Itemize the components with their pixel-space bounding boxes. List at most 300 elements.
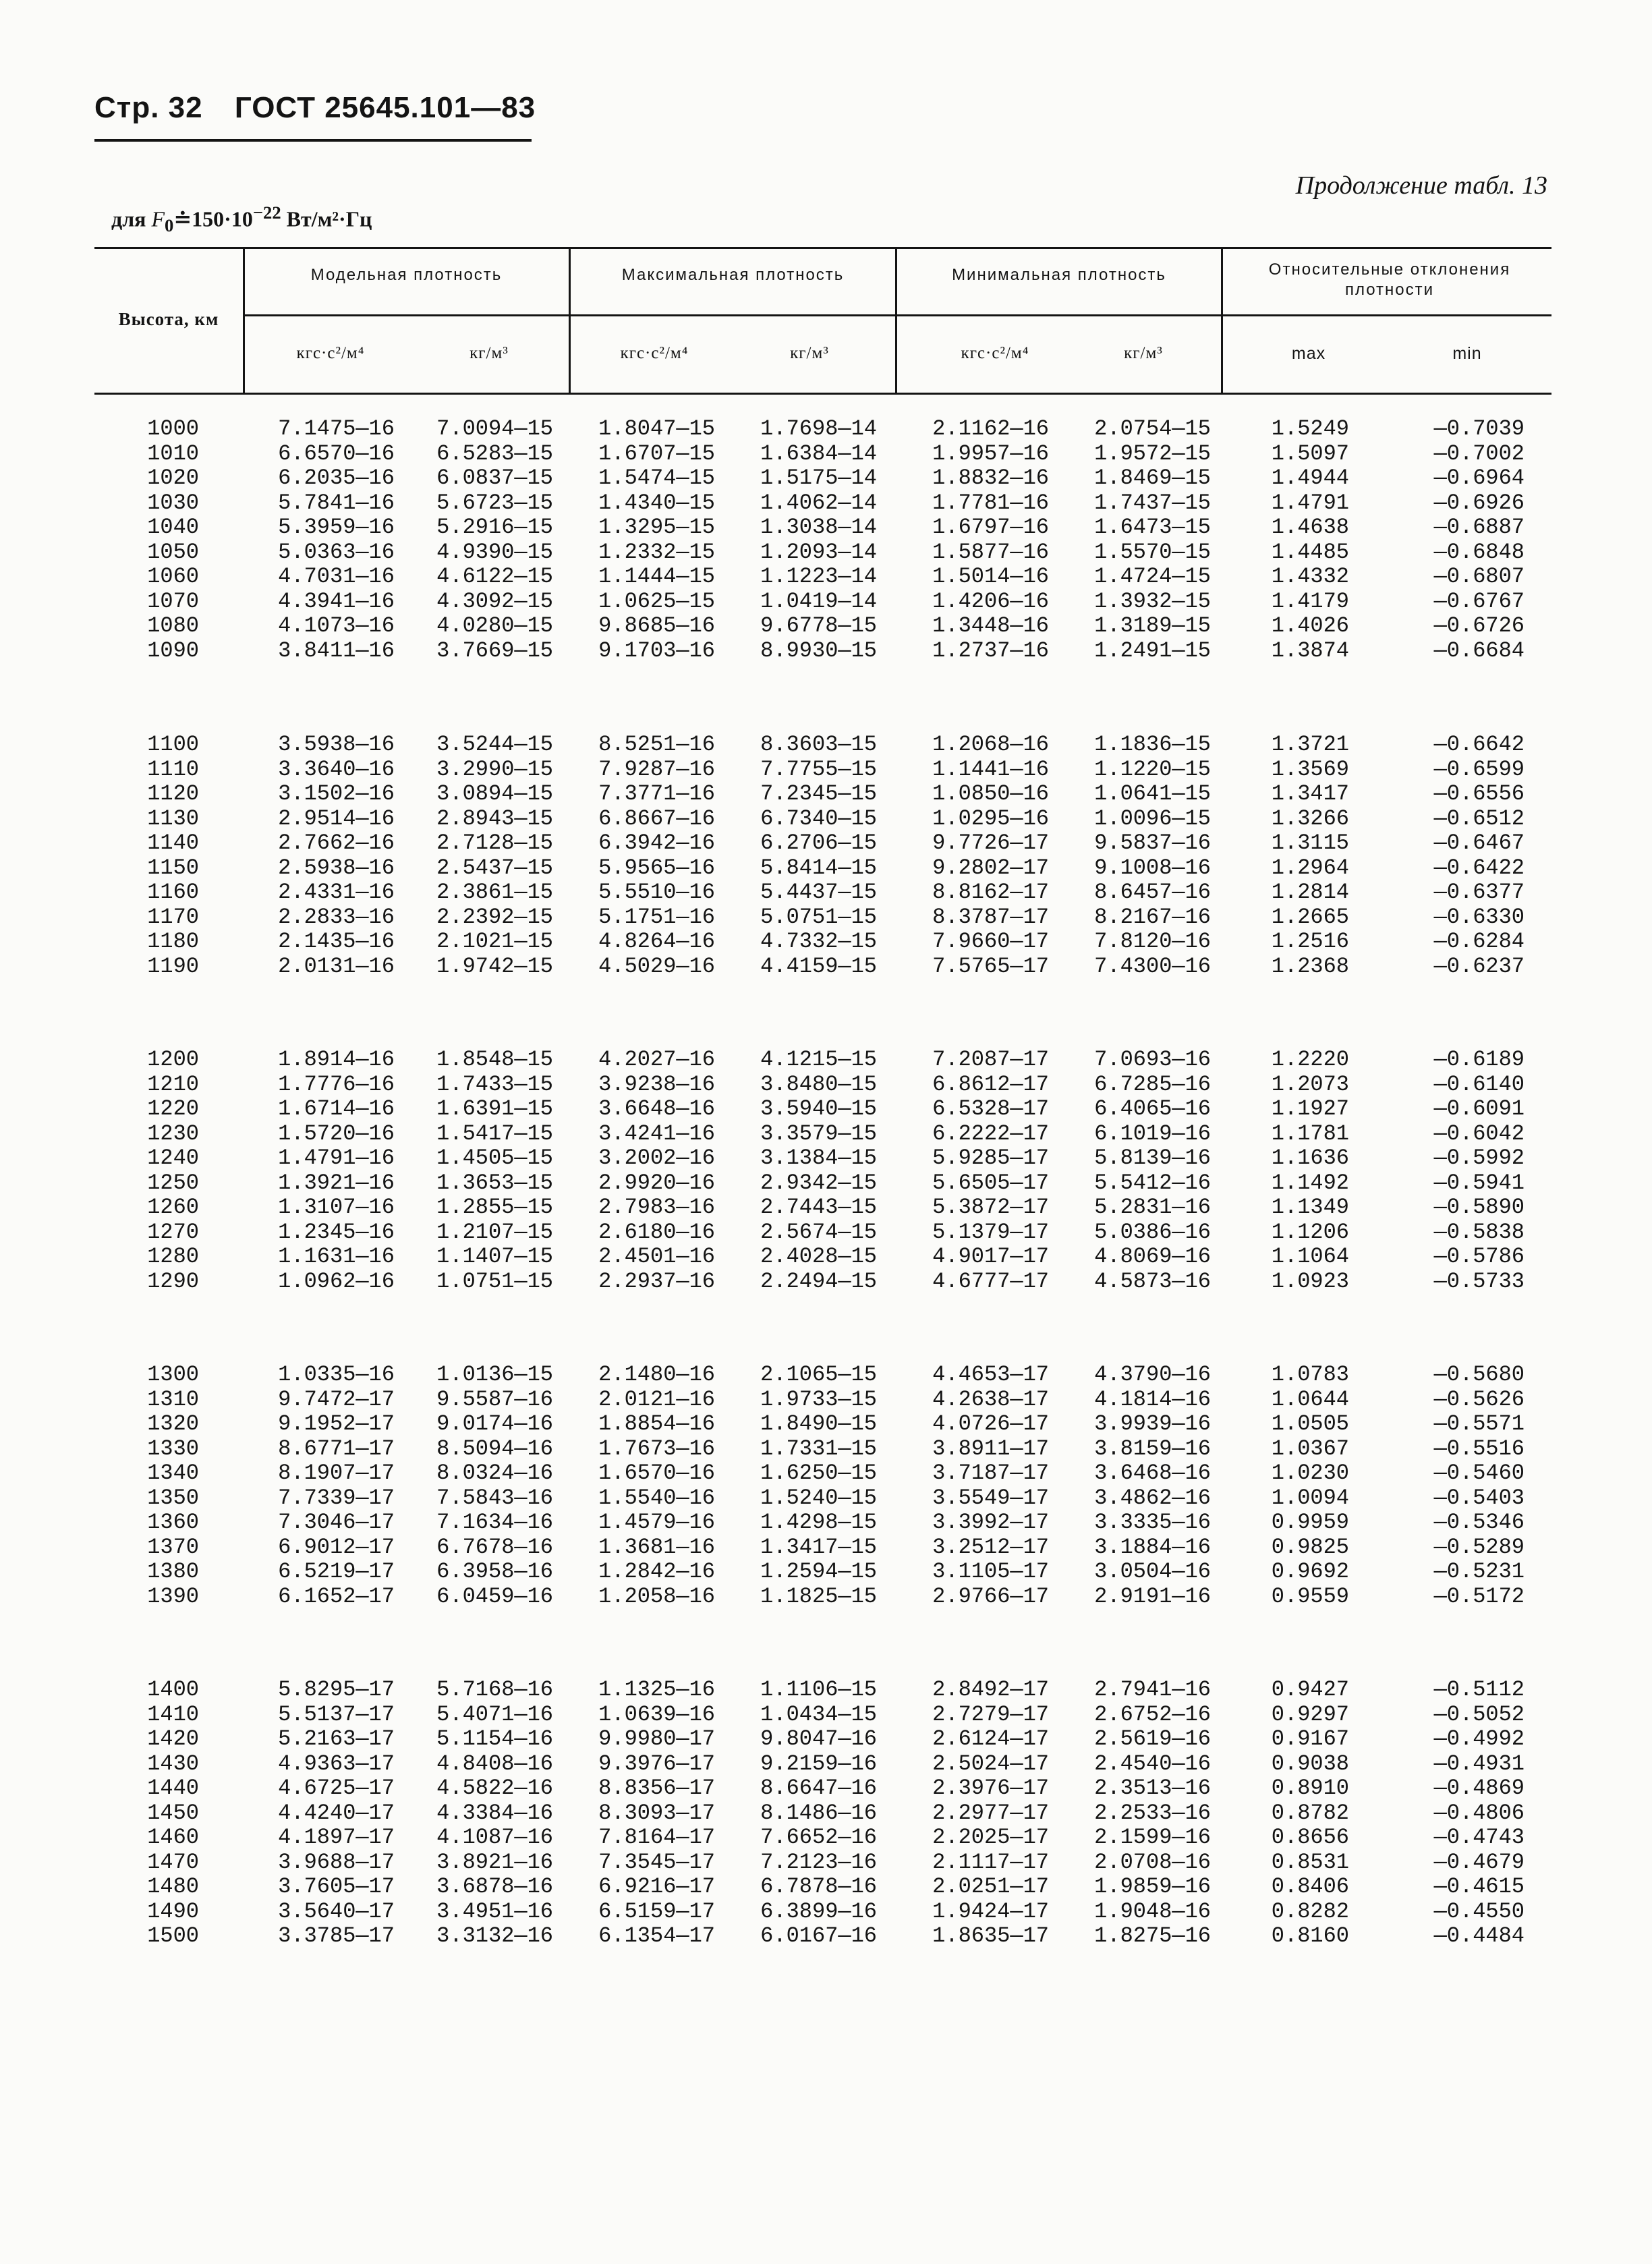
max-kg-cell: 1.9733—15 (760, 1386, 877, 1412)
height-cell: 1430 (147, 1751, 199, 1776)
model-kg-cell: 1.8548—15 (436, 1047, 553, 1072)
rel-min-cell: —0.6767 (1433, 588, 1525, 614)
max-kgs-cell: 9.1703—16 (598, 638, 715, 663)
rel-min-cell: —0.6964 (1433, 465, 1525, 490)
model-kgs-cell: 3.9688—17 (278, 1849, 395, 1875)
max-kgs-cell: 1.7673—16 (598, 1436, 715, 1461)
min-kg-cell: 8.2167—16 (1094, 904, 1211, 930)
max-kg-cell: 7.2123—16 (760, 1849, 877, 1875)
height-cell: 1310 (147, 1386, 199, 1412)
min-kgs-cell: 2.2025—17 (932, 1825, 1049, 1850)
min-kg-cell: 6.4065—16 (1094, 1096, 1211, 1121)
max-kgs-cell: 1.0639—16 (598, 1701, 715, 1727)
model-kgs-cell: 1.8914—16 (278, 1047, 395, 1072)
rel-max-cell: 0.9559 (1271, 1583, 1349, 1609)
min-kg-cell: 5.0386—16 (1094, 1219, 1211, 1245)
height-cell: 1060 (147, 564, 199, 589)
rel-max-cell: 1.1206 (1271, 1219, 1349, 1245)
table-subheader-rule (244, 314, 1551, 316)
min-kgs-cell: 4.0726—17 (932, 1411, 1049, 1436)
rel-max-cell: 0.8282 (1271, 1898, 1349, 1924)
min-kg-cell: 1.9572—15 (1094, 441, 1211, 466)
min-kg-cell: 5.5412—16 (1094, 1170, 1211, 1195)
rel-max-cell: 0.9038 (1271, 1751, 1349, 1776)
max-kgs-cell: 3.4241—16 (598, 1121, 715, 1146)
model-kg-cell: 5.2916—15 (436, 515, 553, 540)
max-kg-cell: 7.2345—15 (760, 781, 877, 806)
rel-min-column (1403, 1048, 1525, 1294)
condition-value: ≐150·10 (173, 206, 253, 231)
min-kg-cell: 2.7941—16 (1094, 1677, 1211, 1702)
min-kgs-cell: 4.6777—17 (932, 1268, 1049, 1294)
rel-min-cell: —0.5786 (1433, 1244, 1525, 1269)
min-kg-cell: 3.4862—16 (1094, 1485, 1211, 1510)
max-kgs-cell: 7.8164—17 (598, 1825, 715, 1850)
min-kg-cell: 1.0096—15 (1094, 805, 1211, 831)
rel-max-cell: 1.1349 (1271, 1195, 1349, 1220)
rel-max-cell: 1.1927 (1271, 1096, 1349, 1121)
model-kg-cell: 3.7669—15 (436, 638, 553, 663)
unit-header-rel-max: max (1291, 344, 1326, 363)
min-kgs-cell: 2.0251—17 (932, 1874, 1049, 1899)
model-kgs-column (250, 417, 395, 663)
min-kg-cell: 5.8139—16 (1094, 1145, 1211, 1170)
rel-min-cell: —0.5460 (1433, 1461, 1525, 1485)
min-kgs-cell: 1.0295—16 (932, 805, 1049, 831)
rel-max-cell: 1.0644 (1271, 1386, 1349, 1412)
rel-min-cell: —0.7039 (1433, 416, 1525, 441)
height-cell: 1450 (147, 1800, 199, 1826)
rel-max-cell: 0.8406 (1271, 1874, 1349, 1899)
rel-max-cell: 1.2073 (1271, 1071, 1349, 1097)
height-cell: 1230 (147, 1121, 199, 1146)
max-kgs-cell: 1.4340—15 (598, 490, 715, 515)
max-kgs-cell: 1.2332—15 (598, 539, 715, 565)
model-kgs-cell: 5.5137—17 (278, 1701, 395, 1727)
rel-min-cell: —0.6556 (1433, 781, 1525, 806)
condition-variable: F (151, 206, 165, 231)
max-kgs-cell: 1.5474—15 (598, 465, 715, 490)
model-kg-cell: 6.0837—15 (436, 465, 553, 490)
rel-min-cell: —0.5626 (1433, 1386, 1525, 1412)
rel-min-cell: —0.6140 (1433, 1071, 1525, 1097)
rel-max-column (1255, 1363, 1349, 1609)
min-kgs-cell: 5.6505—17 (932, 1170, 1049, 1195)
model-kg-cell: 8.0324—16 (436, 1461, 553, 1485)
model-kg-cell: 3.0894—15 (436, 781, 553, 806)
rel-min-cell: —0.5890 (1433, 1195, 1525, 1220)
rel-max-cell: 0.9167 (1271, 1726, 1349, 1751)
height-cell: 1220 (147, 1096, 199, 1121)
rel-max-cell: 1.0367 (1271, 1436, 1349, 1461)
rel-max-cell: 1.5097 (1271, 441, 1349, 466)
max-kg-cell: 1.7698—14 (760, 416, 877, 441)
model-kg-cell: 1.1407—15 (436, 1244, 553, 1269)
model-kg-cell: 6.3958—16 (436, 1559, 553, 1584)
column-header-min-density: Минимальная плотность (952, 266, 1166, 284)
rel-max-cell: 1.0923 (1271, 1268, 1349, 1294)
height-cell: 1240 (147, 1145, 199, 1170)
rel-min-column (1403, 1678, 1525, 1949)
model-kgs-cell: 4.1897—17 (278, 1825, 395, 1850)
height-cell: 1420 (147, 1726, 199, 1751)
min-kgs-cell: 3.2512—17 (932, 1534, 1049, 1560)
max-kgs-cell: 2.9920—16 (598, 1170, 715, 1195)
height-cell: 1170 (147, 904, 199, 930)
model-kg-cell: 7.5843—16 (436, 1485, 553, 1510)
model-kg-cell: 4.1087—16 (436, 1825, 553, 1850)
rel-min-cell: —0.4931 (1433, 1751, 1525, 1776)
min-kg-cell: 1.8275—16 (1094, 1923, 1211, 1948)
max-kgs-cell: 6.5159—17 (598, 1898, 715, 1924)
model-kg-cell: 5.4071—16 (436, 1701, 553, 1727)
max-kgs-cell: 1.2058—16 (598, 1583, 715, 1609)
max-kg-cell: 2.5674—15 (760, 1219, 877, 1245)
height-cell: 1030 (147, 490, 199, 515)
condition-prefix: для (111, 206, 146, 231)
unit-header-max-kg: кг/м³ (790, 344, 829, 362)
min-kg-cell: 1.1836—15 (1094, 732, 1211, 757)
rel-min-cell: —0.6726 (1433, 613, 1525, 638)
height-cell: 1290 (147, 1268, 199, 1294)
model-kg-cell: 4.9390—15 (436, 539, 553, 565)
max-kg-cell: 1.0419—14 (760, 588, 877, 614)
max-kgs-cell: 1.1444—15 (598, 564, 715, 589)
model-kg-cell: 2.1021—15 (436, 929, 553, 954)
max-kgs-cell: 2.1480—16 (598, 1362, 715, 1387)
rel-max-cell: 0.9959 (1271, 1510, 1349, 1535)
rel-min-cell: —0.5992 (1433, 1145, 1525, 1170)
min-kgs-cell: 3.5549—17 (932, 1485, 1049, 1510)
rel-min-cell: —0.6642 (1433, 732, 1525, 757)
height-cell: 1190 (147, 953, 199, 979)
rel-min-cell: —0.6599 (1433, 756, 1525, 782)
rel-min-cell: —0.4679 (1433, 1849, 1525, 1875)
height-cell: 1010 (147, 441, 199, 466)
page-header (94, 91, 559, 125)
rel-min-cell: —0.5052 (1433, 1701, 1525, 1727)
rel-min-cell: —0.4484 (1433, 1923, 1525, 1948)
max-kgs-cell: 1.8047—15 (598, 416, 715, 441)
rel-max-cell: 1.0505 (1271, 1411, 1349, 1436)
max-kg-cell: 4.1215—15 (760, 1047, 877, 1072)
rel-max-cell: 1.4026 (1271, 613, 1349, 638)
max-kgs-cell: 7.9287—16 (598, 756, 715, 782)
max-kgs-cell: 1.1325—16 (598, 1677, 715, 1702)
height-column (108, 417, 199, 663)
model-kg-cell: 2.5437—15 (436, 855, 553, 880)
model-kg-cell: 7.0094—15 (436, 416, 553, 441)
model-kgs-cell: 2.5938—16 (278, 855, 395, 880)
rel-min-cell: —0.5231 (1433, 1559, 1525, 1584)
max-kg-cell: 2.2494—15 (760, 1268, 877, 1294)
rel-min-cell: —0.6467 (1433, 830, 1525, 855)
max-kgs-cell: 8.5251—16 (598, 732, 715, 757)
model-kg-column (411, 733, 553, 979)
height-cell: 1100 (147, 732, 199, 757)
max-kgs-column (573, 1048, 715, 1294)
min-kg-cell: 6.1019—16 (1094, 1121, 1211, 1146)
model-kgs-column (250, 1678, 395, 1949)
model-kg-cell: 1.9742—15 (436, 953, 553, 979)
height-cell: 1360 (147, 1510, 199, 1535)
max-kgs-cell: 4.5029—16 (598, 953, 715, 979)
rel-max-cell: 0.8910 (1271, 1776, 1349, 1801)
model-kgs-cell: 3.5938—16 (278, 732, 395, 757)
rel-max-cell: 1.4332 (1271, 564, 1349, 589)
model-kg-column (411, 417, 553, 663)
min-kgs-cell: 1.1441—16 (932, 756, 1049, 782)
min-kg-cell: 3.0504—16 (1094, 1559, 1211, 1584)
model-kg-cell: 4.0280—15 (436, 613, 553, 638)
rel-max-cell: 0.9297 (1271, 1701, 1349, 1727)
height-cell: 1090 (147, 638, 199, 663)
rel-min-cell: —0.5289 (1433, 1534, 1525, 1560)
rel-max-cell: 1.0783 (1271, 1362, 1349, 1387)
max-kg-cell: 7.6652—16 (760, 1825, 877, 1850)
max-kg-cell: 1.1223—14 (760, 564, 877, 589)
min-kg-cell: 2.0708—16 (1094, 1849, 1211, 1875)
max-kg-cell: 6.0167—16 (760, 1923, 877, 1948)
min-kgs-cell: 1.0850—16 (932, 781, 1049, 806)
model-kgs-cell: 1.0962—16 (278, 1268, 395, 1294)
height-cell: 1160 (147, 880, 199, 905)
min-kgs-cell: 4.2638—17 (932, 1386, 1049, 1412)
height-column (108, 733, 199, 979)
max-kg-cell: 3.3579—15 (760, 1121, 877, 1146)
model-kgs-cell: 3.7605—17 (278, 1874, 395, 1899)
min-kg-cell: 3.1884—16 (1094, 1534, 1211, 1560)
model-kgs-cell: 7.3046—17 (278, 1510, 395, 1535)
max-kg-cell: 7.7755—15 (760, 756, 877, 782)
max-kgs-cell: 2.2937—16 (598, 1268, 715, 1294)
min-kgs-cell: 8.8162—17 (932, 880, 1049, 905)
min-kg-cell: 3.3335—16 (1094, 1510, 1211, 1535)
model-kg-cell: 1.4505—15 (436, 1145, 553, 1170)
model-kg-column (411, 1048, 553, 1294)
min-kgs-cell: 2.9766—17 (932, 1583, 1049, 1609)
max-kg-cell: 1.6250—15 (760, 1461, 877, 1485)
model-kgs-cell: 1.5720—16 (278, 1121, 395, 1146)
height-cell: 1260 (147, 1195, 199, 1220)
min-kgs-cell: 2.2977—17 (932, 1800, 1049, 1826)
model-kg-cell: 3.6878—16 (436, 1874, 553, 1899)
max-kg-cell: 5.8414—15 (760, 855, 877, 880)
table-continuation-label: Продолжение табл. 13 (1295, 171, 1547, 200)
rel-max-cell: 1.2220 (1271, 1047, 1349, 1072)
rel-min-cell: —0.5112 (1433, 1677, 1525, 1702)
model-kg-cell: 5.7168—16 (436, 1677, 553, 1702)
height-cell: 1000 (147, 416, 199, 441)
rel-min-column (1403, 733, 1525, 979)
rel-max-cell: 1.2964 (1271, 855, 1349, 880)
model-kg-column (411, 1363, 553, 1609)
min-kg-cell: 1.5570—15 (1094, 539, 1211, 565)
max-kg-cell: 6.7340—15 (760, 805, 877, 831)
rel-max-cell: 0.8160 (1271, 1923, 1349, 1948)
height-column (108, 1363, 199, 1609)
model-kgs-cell: 4.1073—16 (278, 613, 395, 638)
model-kgs-cell: 5.3959—16 (278, 515, 395, 540)
max-kg-cell: 8.6647—16 (760, 1776, 877, 1801)
rel-min-cell: —0.6237 (1433, 953, 1525, 979)
model-kgs-cell: 8.1907—17 (278, 1461, 395, 1485)
model-kgs-cell: 4.4240—17 (278, 1800, 395, 1826)
min-kg-cell: 3.8159—16 (1094, 1436, 1211, 1461)
height-cell: 1130 (147, 805, 199, 831)
rel-max-cell: 1.2665 (1271, 904, 1349, 930)
max-kg-cell: 1.5240—15 (760, 1485, 877, 1510)
rel-max-cell: 1.0094 (1271, 1485, 1349, 1510)
rel-min-column (1403, 1363, 1525, 1609)
model-kg-cell: 4.3384—16 (436, 1800, 553, 1826)
model-kg-cell: 1.0136—15 (436, 1362, 553, 1387)
height-cell: 1390 (147, 1583, 199, 1609)
min-kg-cell: 4.5873—16 (1094, 1268, 1211, 1294)
min-kgs-cell: 9.2802—17 (932, 855, 1049, 880)
rel-min-cell: —0.6330 (1433, 904, 1525, 930)
min-kg-cell: 1.4724—15 (1094, 564, 1211, 589)
max-kgs-cell: 5.5510—16 (598, 880, 715, 905)
min-kg-cell: 3.6468—16 (1094, 1461, 1211, 1485)
min-kg-cell: 4.3790—16 (1094, 1362, 1211, 1387)
table-header-bottom-rule (94, 393, 1551, 395)
min-kg-cell: 7.4300—16 (1094, 953, 1211, 979)
model-kg-cell: 8.5094—16 (436, 1436, 553, 1461)
rel-max-cell: 1.1064 (1271, 1244, 1349, 1269)
min-kg-cell: 2.0754—15 (1094, 416, 1211, 441)
min-kg-cell: 2.1599—16 (1094, 1825, 1211, 1850)
column-divider-4 (1221, 247, 1223, 394)
model-kg-cell: 2.7128—15 (436, 830, 553, 855)
rel-max-cell: 1.3266 (1271, 805, 1349, 831)
max-kgs-cell: 1.8854—16 (598, 1411, 715, 1436)
min-kgs-cell: 4.4653—17 (932, 1362, 1049, 1387)
rel-min-cell: —0.5403 (1433, 1485, 1525, 1510)
rel-max-column (1255, 733, 1349, 979)
min-kgs-cell: 2.1162—16 (932, 416, 1049, 441)
height-cell: 1150 (147, 855, 199, 880)
max-kg-cell: 1.0434—15 (760, 1701, 877, 1727)
rel-max-cell: 1.3417 (1271, 781, 1349, 806)
model-kgs-cell: 2.9514—16 (278, 805, 395, 831)
min-kg-column (1069, 733, 1211, 979)
height-cell: 1330 (147, 1436, 199, 1461)
rel-max-cell: 1.3115 (1271, 830, 1349, 855)
rel-max-cell: 1.4485 (1271, 539, 1349, 565)
max-kgs-cell: 1.6707—15 (598, 441, 715, 466)
unit-header-max-kgs: кгс·с²/м⁴ (620, 344, 689, 362)
min-kg-cell: 2.3513—16 (1094, 1776, 1211, 1801)
min-kgs-cell: 1.7781—16 (932, 490, 1049, 515)
model-kgs-cell: 2.0131—16 (278, 953, 395, 979)
min-kg-cell: 3.9939—16 (1094, 1411, 1211, 1436)
min-kgs-cell: 7.5765—17 (932, 953, 1049, 979)
table-top-rule (94, 247, 1551, 249)
max-kg-cell: 3.1384—15 (760, 1145, 877, 1170)
model-kgs-cell: 6.2035—16 (278, 465, 395, 490)
unit-header-model-kg: кг/м³ (469, 344, 509, 362)
height-cell: 1490 (147, 1898, 199, 1924)
height-cell: 1080 (147, 613, 199, 638)
max-kg-cell: 8.3603—15 (760, 732, 877, 757)
min-kg-cell: 4.1814—16 (1094, 1386, 1211, 1412)
min-kgs-cell: 9.7726—17 (932, 830, 1049, 855)
rel-min-cell: —0.5838 (1433, 1219, 1525, 1245)
max-kg-cell: 9.8047—16 (760, 1726, 877, 1751)
model-kg-cell: 3.4951—16 (436, 1898, 553, 1924)
min-kg-cell: 1.2491—15 (1094, 638, 1211, 663)
rel-min-cell: —0.5346 (1433, 1510, 1525, 1535)
min-kgs-cell: 7.2087—17 (932, 1047, 1049, 1072)
max-kg-cell: 1.3417—15 (760, 1534, 877, 1560)
rel-max-cell: 1.4944 (1271, 465, 1349, 490)
height-column (108, 1048, 199, 1294)
model-kg-cell: 3.3132—16 (436, 1923, 553, 1948)
rel-max-cell: 1.1492 (1271, 1170, 1349, 1195)
min-kgs-cell: 1.3448—16 (932, 613, 1049, 638)
min-kgs-cell: 3.7187—17 (932, 1461, 1049, 1485)
model-kg-cell: 1.7433—15 (436, 1071, 553, 1097)
min-kg-column (1069, 1678, 1211, 1949)
min-kgs-column (907, 417, 1049, 663)
rel-max-cell: 0.9427 (1271, 1677, 1349, 1702)
min-kgs-cell: 8.3787—17 (932, 904, 1049, 930)
height-cell: 1180 (147, 929, 199, 954)
flux-condition (111, 202, 372, 236)
model-kgs-cell: 4.3941—16 (278, 588, 395, 614)
max-kgs-cell: 1.5540—16 (598, 1485, 715, 1510)
model-kgs-cell: 4.9363—17 (278, 1751, 395, 1776)
max-kg-cell: 2.9342—15 (760, 1170, 877, 1195)
rel-max-column (1255, 1678, 1349, 1949)
max-kgs-cell: 7.3545—17 (598, 1849, 715, 1875)
max-kg-column (735, 1363, 877, 1609)
max-kg-cell: 2.7443—15 (760, 1195, 877, 1220)
max-kg-column (735, 417, 877, 663)
rel-min-cell: —0.5680 (1433, 1362, 1525, 1387)
max-kg-cell: 1.2093—14 (760, 539, 877, 565)
max-kgs-column (573, 1363, 715, 1609)
height-cell: 1250 (147, 1170, 199, 1195)
rel-max-cell: 1.4179 (1271, 588, 1349, 614)
max-kg-cell: 1.8490—15 (760, 1411, 877, 1436)
rel-min-cell: —0.6091 (1433, 1096, 1525, 1121)
max-kg-cell: 1.3038—14 (760, 515, 877, 540)
min-kgs-cell: 3.8911—17 (932, 1436, 1049, 1461)
height-cell: 1140 (147, 830, 199, 855)
column-header-relative-deviation: Относительные отклонения плотности (1268, 260, 1511, 299)
rel-min-cell: —0.5941 (1433, 1170, 1525, 1195)
model-kg-cell: 6.7678—16 (436, 1534, 553, 1560)
min-kg-cell: 1.6473—15 (1094, 515, 1211, 540)
rel-max-cell: 0.8531 (1271, 1849, 1349, 1875)
max-kg-cell: 1.6384—14 (760, 441, 877, 466)
min-kg-column (1069, 1048, 1211, 1294)
min-kg-cell: 1.7437—15 (1094, 490, 1211, 515)
min-kg-cell: 2.4540—16 (1094, 1751, 1211, 1776)
max-kgs-cell: 1.0625—15 (598, 588, 715, 614)
model-kgs-cell: 2.7662—16 (278, 830, 395, 855)
model-kg-cell: 1.2855—15 (436, 1195, 553, 1220)
unit-header-min-kg: кг/м³ (1124, 344, 1163, 362)
min-kg-cell: 2.2533—16 (1094, 1800, 1211, 1826)
rel-max-column (1255, 417, 1349, 663)
model-kgs-cell: 1.7776—16 (278, 1071, 395, 1097)
height-cell: 1280 (147, 1244, 199, 1269)
rel-min-cell: —0.6887 (1433, 515, 1525, 540)
model-kgs-cell: 6.5219—17 (278, 1559, 395, 1584)
